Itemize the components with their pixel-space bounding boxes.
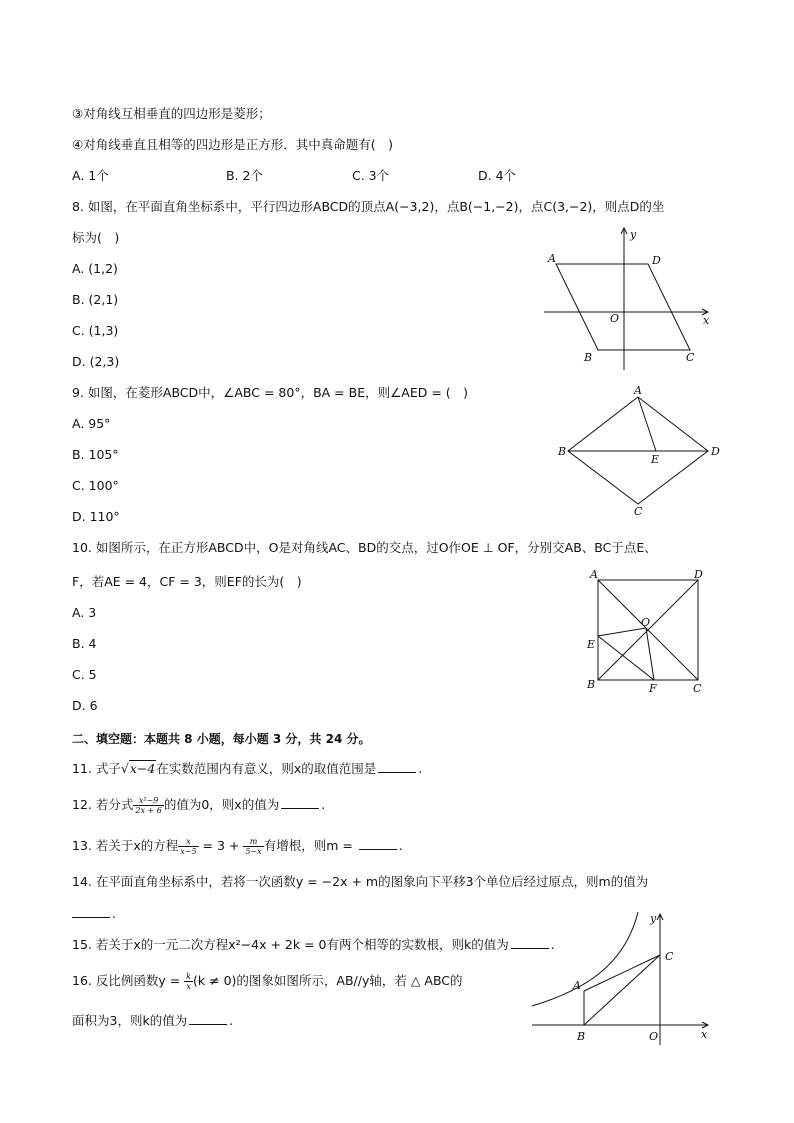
q9-option-d: D. 110° [72,509,120,524]
q10-label-b: B [587,678,596,691]
q14-line1: 14. 在平面直角坐标系中，若将一次函数y = −2x + m的图象向下平移3个单位后经过原点，则m的值为 [72,874,649,889]
q11-end: . [418,761,423,776]
q9-stem: 9. 如图，在菱形ABCD中，∠ABC = 80°，BA = BE，则∠AED = ( ) [72,385,469,400]
q11-suffix: 在实数范围内有意义，则x的取值范围是 [156,761,377,776]
q8-option-c: C. (1,3) [72,323,119,338]
q9-label-e: E [651,453,660,466]
q12-suffix: 的值为0，则x的值为 [163,797,280,812]
q16-label-y: y [650,912,657,925]
q7-item-3: ③对角线互相垂直的四边形是菱形； [72,106,271,121]
q16-prefix: 16. 反比例函数y = [72,973,185,988]
q16-label-o: O [649,1030,659,1043]
q7-option-b: B. 2个 [226,168,263,183]
q16-segment-bc [584,955,660,1025]
q16-label-c: C [665,950,674,963]
q9-label-d: D [711,445,720,458]
q7-option-c: C. 3个 [352,168,390,183]
q9-label-c: C [634,505,643,518]
q16-segment-ac [584,955,660,991]
q16-end: . [229,1013,234,1028]
q11-prefix: 11. 式子 [72,761,121,776]
q11-radicand: x−4 [129,761,156,776]
q8-label-b: B [584,351,593,364]
section2-heading: 二、填空题：本题共 8 小题，每小题 3 分，共 24 分。 [72,732,371,746]
q16-label-x: x [701,1028,708,1041]
q10-stem-line1: 10. 如图所示，在正方形ABCD中，O是对角线AC、BD的交点，过O作OE ⊥ OF，分别交AB、BC于点E、 [72,540,657,555]
q8-option-b: B. (2,1) [72,292,119,307]
q8-label-y: y [630,228,637,241]
q10-option-d: D. 6 [72,698,98,713]
q16-label-b: B [577,1030,586,1043]
q8-label-o: O [610,312,620,325]
q12-end: . [321,797,326,812]
q16-denominator: x [186,982,191,991]
q12-prefix: 12. 若分式 [72,797,134,812]
q10-label-d: D [694,568,703,581]
q9-label-a: A [634,384,642,397]
q12-denominator: 2x + 6 [135,806,162,815]
q9-label-b: B [558,445,567,458]
q15-text: 15. 若关于x的一元二次方程x²−4x + 2k = 0有两个相等的实数根，则k的值为 [72,937,509,952]
q8-option-a: A. (1,2) [72,261,118,276]
q10-option-a: A. 3 [72,605,97,620]
q10-option-c: C. 5 [72,667,97,682]
q10-stem-line2: F，若AE = 4，CF = 3，则EF的长为( ) [72,574,302,589]
q13-denominator-1: x−5 [180,847,197,856]
q13-mid: = 3 + [198,838,244,853]
q8-label-a: A [548,252,556,265]
q16-hyperbola-branch [532,912,638,1006]
q8-option-d: D. (2,3) [72,354,120,369]
q12-numerator: x²−9 [133,796,163,806]
q7-item-4: ④对角线垂直且相等的四边形是正方形．其中真命题有( ) [72,137,393,152]
q10-label-o: O [641,616,651,629]
q16-suffix: (k ≠ 0)的图象如图所示，AB//y轴，若 △ ABC的 [193,973,463,988]
q10-option-b: B. 4 [72,636,97,651]
q13-prefix: 13. 若关于x的方程 [72,838,179,853]
q7-option-a: A. 1个 [72,168,109,183]
q8-stem-line1: 8. 如图，在平面直角坐标系中，平行四边形ABCD的顶点A(−3,2)，点B(−1,−2)，点C(3,−2)，则点D的坐 [72,199,665,214]
q10-label-c: C [693,682,702,695]
q8-label-d: D [652,254,661,267]
q14-end: . [112,906,116,921]
q9-option-b: B. 105° [72,447,119,462]
q15-end: . [550,937,555,952]
q8-stem-line2: 标为( ) [72,230,120,245]
q13-suffix: 有增根，则m = [263,838,357,853]
q10-label-a: A [590,568,598,581]
q16-line2-text: 面积为3，则k的值为 [72,1013,188,1028]
q7-option-d: D. 4个 [478,168,517,183]
q16-label-a: A [573,979,581,992]
q8-label-x: x [703,314,710,327]
q13-denominator-2: 5−x [245,847,262,856]
q11-sqrt-sign: √ [120,761,129,776]
q16-numerator: k [186,972,192,981]
q9-option-a: A. 95° [72,416,111,431]
q13-end: . [398,838,403,853]
q10-label-f: F [649,682,657,695]
q10-label-e: E [587,638,596,651]
q13-numerator-2: m [243,837,263,847]
q13-numerator-1: x [178,837,198,847]
q9-option-c: C. 100° [72,478,119,493]
q8-label-c: C [686,351,695,364]
